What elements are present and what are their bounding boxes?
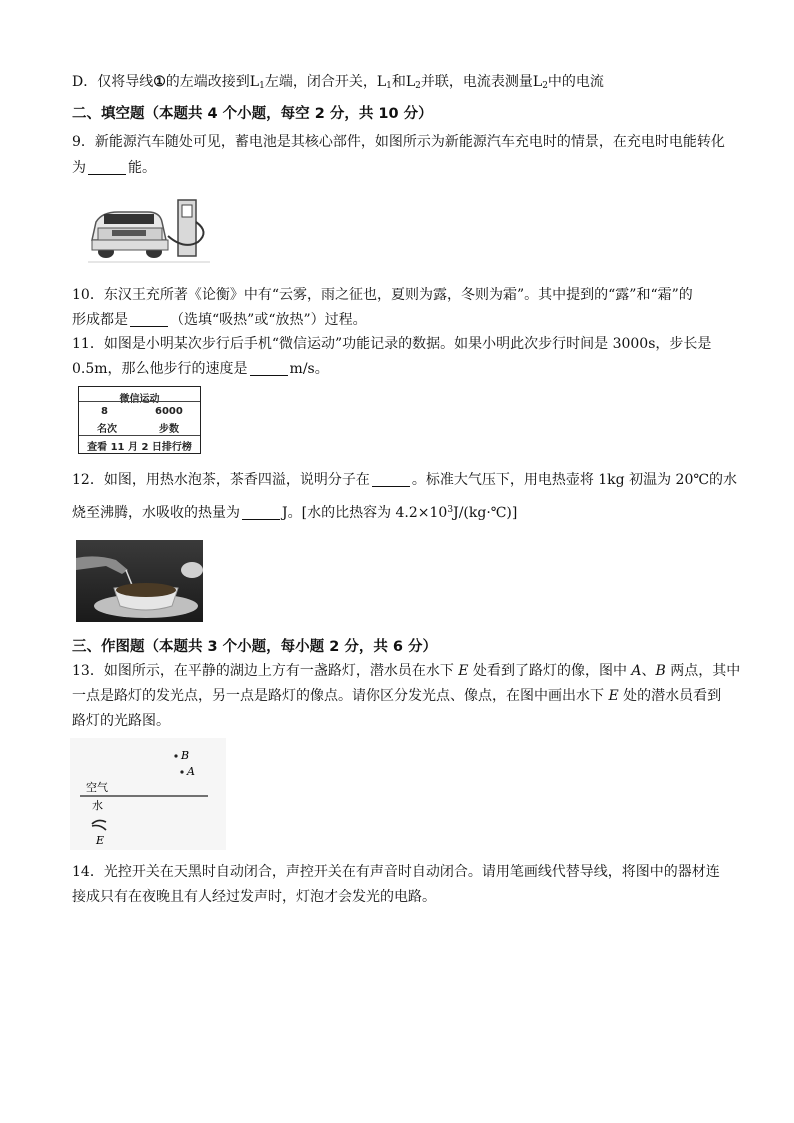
car-charging-figure — [88, 192, 210, 266]
q9-line2: 为 能。 — [72, 160, 156, 176]
q13-line1: 13．如图所示，在平静的湖边上方有一盏路灯，潜水员在水下 E 处看到了路灯的像，图中 A、B 两点，其中 — [72, 663, 741, 679]
q12-line2: 烧至沸腾，水吸收的热量为 J。[水的比热容为 $4.2\times 10^3J/(kg\cdot℃)$] — [72, 505, 518, 521]
label-a: A — [187, 765, 195, 778]
label-e: E — [96, 834, 105, 847]
q9-line1: 9．新能源汽车随处可见，蓄电池是其核心部件，如图所示为新能源汽车充电时的情景，在充电时电能转化 — [72, 134, 725, 150]
q12-line1: 12．如图，用热水泡茶，茶香四溢，说明分子在 。标准大气压下，用电热壶将 1kg 初温为 20℃的水 — [72, 472, 738, 488]
answer-blank[interactable] — [372, 472, 410, 487]
lake-light-diagram — [70, 738, 226, 850]
wechat-sports-card — [78, 386, 201, 454]
answer-blank[interactable] — [242, 505, 280, 520]
label-water: 水 — [92, 799, 103, 812]
section-2-title: 二、填空题（本题共 4 个小题，每空 2 分，共 10 分） — [72, 106, 433, 122]
wechat-title: 微信运动 — [119, 394, 160, 405]
point-a — [180, 770, 183, 773]
label-b: B — [181, 749, 190, 762]
point-b — [174, 754, 177, 757]
wechat-steps: 6000 — [155, 406, 183, 417]
q10-line1: 10．东汉王充所著《论衡》中有“云雾，雨之征也，夏则为露，冬则为霜”。其中提到的“露”和“霜”的 — [72, 287, 693, 303]
q11-line2: 0.5m，那么他步行的速度是 m/s。 — [72, 361, 329, 377]
label-air: 空气 — [86, 781, 108, 794]
wechat-rank-label: 名次 — [97, 424, 117, 435]
q14-line1: 14．光控开关在天黑时自动闭合，声控开关在有声音时自动闭合。请用笔画线代替导线，将图中的器材连 — [72, 864, 720, 880]
tea-pouring-photo — [76, 540, 203, 622]
section-3-title: 三、作图题（本题共 3 个小题，每小题 2 分，共 6 分） — [72, 639, 438, 655]
wechat-rank: 8 — [101, 406, 108, 417]
answer-blank[interactable] — [130, 312, 168, 327]
answer-blank[interactable] — [88, 160, 126, 175]
q11-line1: 11．如图是小明某次步行后手机“微信运动”功能记录的数据。如果小明此次步行时间是 3000s，步长是 — [72, 336, 712, 352]
q13-line3: 路灯的光路图。 — [72, 713, 170, 729]
q8-option-d: D．仅将导线①的左端改接到$L_1$左端，闭合开关，$L_1$和$L_2$并联，电流表测量$L_2$中的电流 — [72, 74, 604, 91]
q13-line2: 一点是路灯的发光点，另一点是路灯的像点。请你区分发光点、像点，在图中画出水下 E 处的潜水员看到 — [72, 688, 722, 704]
wechat-footer: 查看 11 月 2 日排行榜 — [87, 442, 192, 453]
answer-blank[interactable] — [250, 361, 288, 376]
wechat-steps-label: 步数 — [159, 424, 179, 435]
q14-line2: 接成只有在夜晚且有人经过发声时，灯泡才会发光的电路。 — [72, 889, 436, 905]
q10-line2: 形成都是 （选填“吸热”或“放热”）过程。 — [72, 312, 367, 328]
